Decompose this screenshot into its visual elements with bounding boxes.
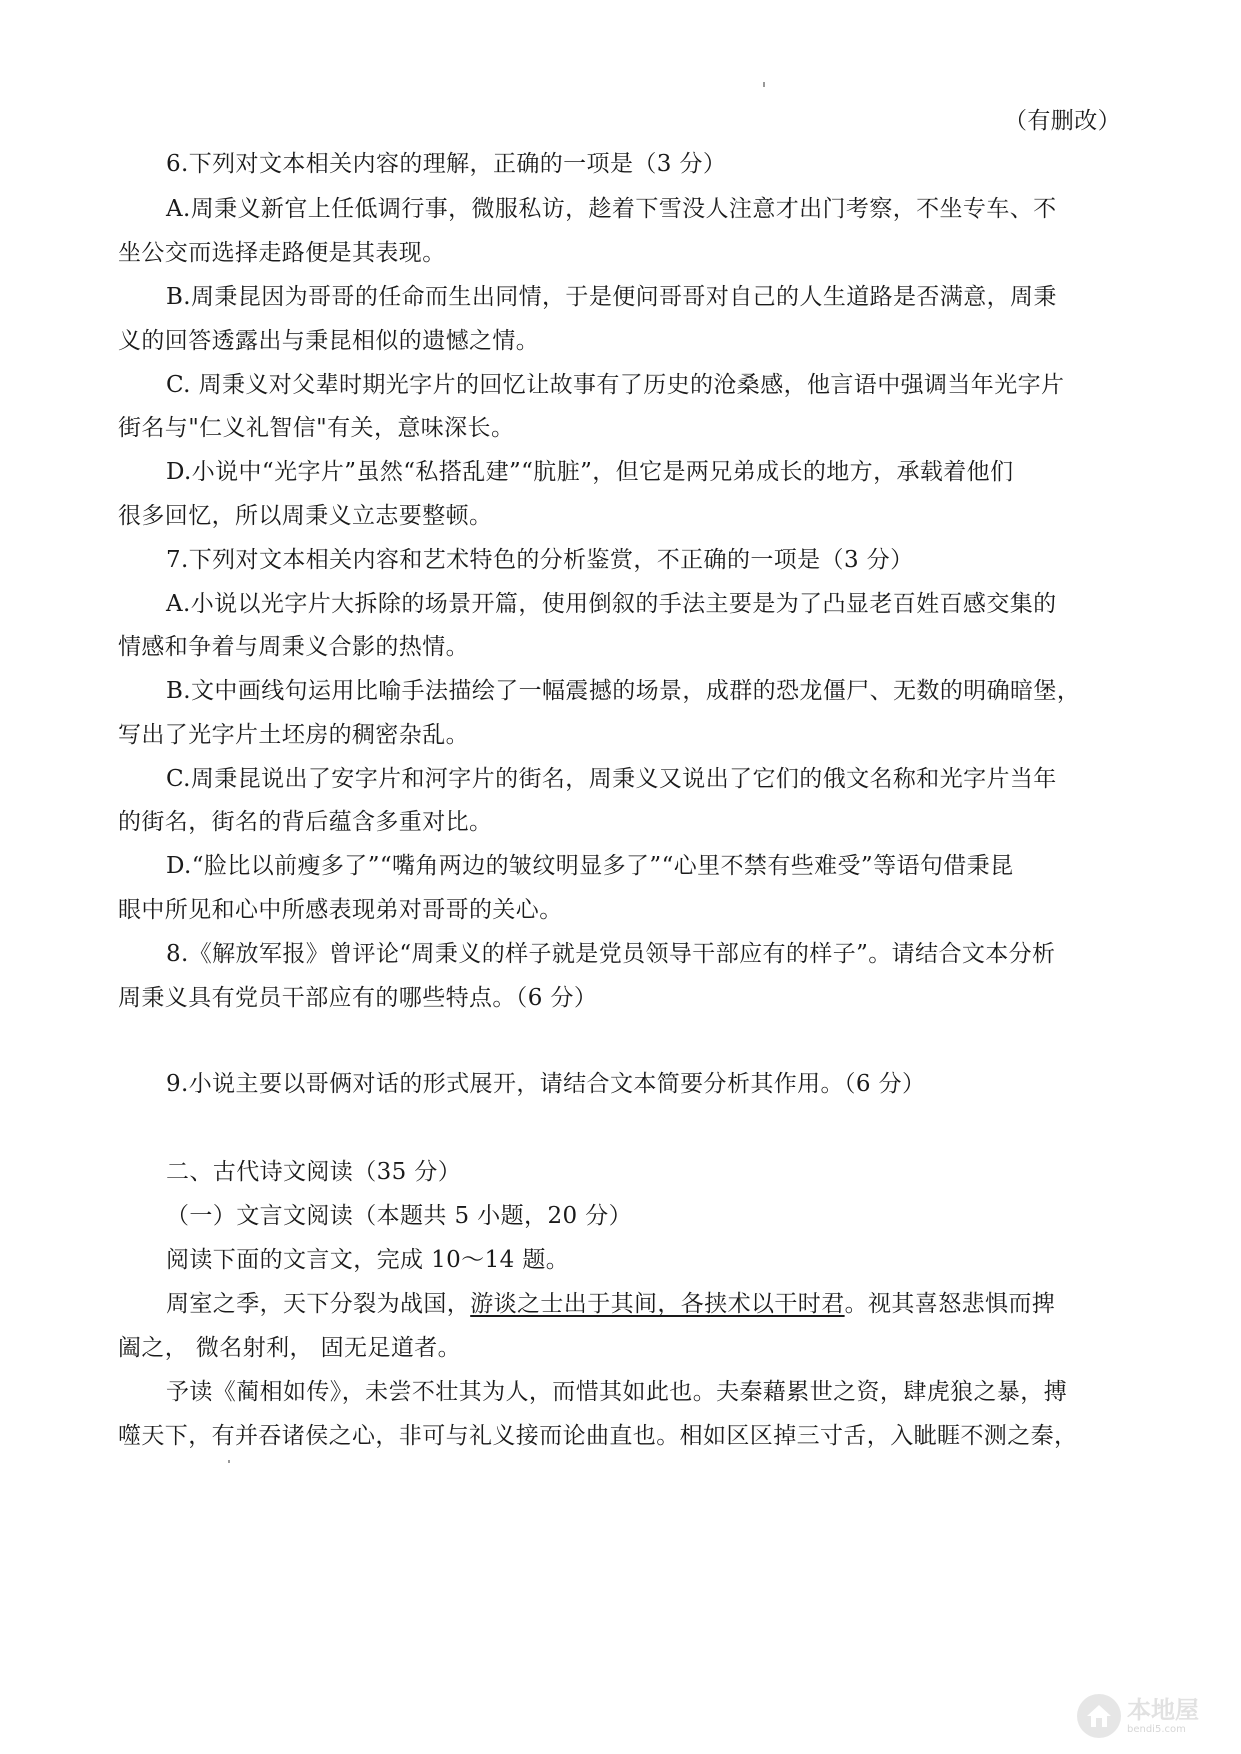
q6-option-d-cont: 很多回忆，所以周秉义立志要整顿。 bbox=[118, 503, 493, 529]
q7-option-c-cont: 的街名，街名的背后蕴含多重对比。 bbox=[118, 809, 493, 835]
q6-option-d: D.小说中“光字片”虽然“私搭乱建”“肮脏”，但它是两兄弟成长的地方，承载着他们 bbox=[166, 459, 1014, 485]
scan-speck bbox=[228, 1460, 230, 1463]
watermark-name: 本地屋 bbox=[1127, 1696, 1199, 1724]
passage-paragraph-2-cont: 噬天下，有并吞诸侯之心，非可与礼义接而论曲直也。相如区区掉三寸舌，入眦睚不测之秦， bbox=[118, 1423, 1078, 1449]
q6-option-b: B.周秉昆因为哥哥的任命而生出同情，于是便问哥哥对自己的人生道路是否满意，周秉 bbox=[166, 284, 1057, 310]
passage-text: 。视其喜怒悲惧而捭 bbox=[844, 1291, 1056, 1317]
q6-option-b-cont: 义的回答透露出与秉昆相似的遗憾之情。 bbox=[118, 328, 540, 354]
underlined-sentence: 游谈之士出于其间，各挟术以干时君 bbox=[470, 1291, 845, 1317]
q7-option-a-cont: 情感和争着与周秉义合影的热情。 bbox=[118, 634, 469, 660]
q9-stem: 9.小说主要以哥俩对话的形式展开，请结合文本简要分析其作用。（6 分） bbox=[166, 1071, 926, 1097]
source-note: （有删改） bbox=[1004, 108, 1121, 134]
q7-option-b-cont: 写出了光字片土坯房的稠密杂乱。 bbox=[118, 722, 469, 748]
section-title: 二、古代诗文阅读（35 分） bbox=[166, 1159, 462, 1185]
q7-option-a: A.小说以光字片大拆除的场景开篇，使用倒叙的手法主要是为了凸显老百姓百感交集的 bbox=[166, 591, 1057, 617]
q6-option-a: A.周秉义新官上任低调行事，微服私访，趁着下雪没人注意才出门考察，不坐专车、不 bbox=[166, 196, 1057, 222]
q7-option-c: C.周秉昆说出了安字片和河字片的街名，周秉义又说出了它们的俄文名称和光字片当年 bbox=[166, 766, 1057, 792]
q6-stem: 6.下列对文本相关内容的理解，正确的一项是（3 分） bbox=[166, 151, 727, 177]
house-logo-icon bbox=[1077, 1694, 1121, 1738]
reading-instruction: 阅读下面的文言文，完成 10～14 题。 bbox=[166, 1247, 570, 1273]
q6-option-c: C. 周秉义对父辈时期光字片的回忆让故事有了历史的沧桑感，他言语中强调当年光字片 bbox=[166, 372, 1065, 398]
q8-stem: 8.《解放军报》曾评论“周秉义的样子就是党员领导干部应有的样子”。请结合文本分析 bbox=[166, 941, 1056, 967]
watermark-url: bendi5.com bbox=[1127, 1724, 1186, 1735]
q6-option-c-cont: 街名与"仁义礼智信"有关，意味深长。 bbox=[118, 415, 515, 441]
passage-paragraph-1-cont: 阖之， 微名射利， 固无足道者。 bbox=[118, 1335, 462, 1361]
scan-speck bbox=[763, 82, 765, 87]
q7-option-d-cont: 眼中所见和心中所感表现弟对哥哥的关心。 bbox=[118, 897, 563, 923]
q7-stem: 7.下列对文本相关内容和艺术特色的分析鉴赏，不正确的一项是（3 分） bbox=[166, 547, 914, 573]
q6-option-a-cont: 坐公交而选择走路便是其表现。 bbox=[118, 240, 446, 266]
passage-text: 周室之季，天下分裂为战国， bbox=[166, 1291, 471, 1317]
q7-option-d: D.“脸比以前瘦多了”“嘴角两边的皱纹明显多了”“心里不禁有些难受”等语句借秉昆 bbox=[166, 853, 1014, 879]
watermark bbox=[1077, 1690, 1227, 1742]
passage-paragraph-2: 予读《蔺相如传》，未尝不壮其为人，而惜其如此也。夫秦藉累世之资，肆虎狼之暴，搏 bbox=[166, 1379, 1068, 1405]
q7-option-b: B.文中画线句运用比喻手法描绘了一幅震撼的场景，成群的恐龙僵尸、无数的明确暗堡， bbox=[166, 678, 1081, 704]
q8-stem-cont: 周秉义具有党员干部应有的哪些特点。（6 分） bbox=[118, 985, 598, 1011]
passage-paragraph-1 bbox=[166, 1287, 1128, 1321]
subsection-title: （一）文言文阅读（本题共 5 小题，20 分） bbox=[166, 1203, 633, 1229]
